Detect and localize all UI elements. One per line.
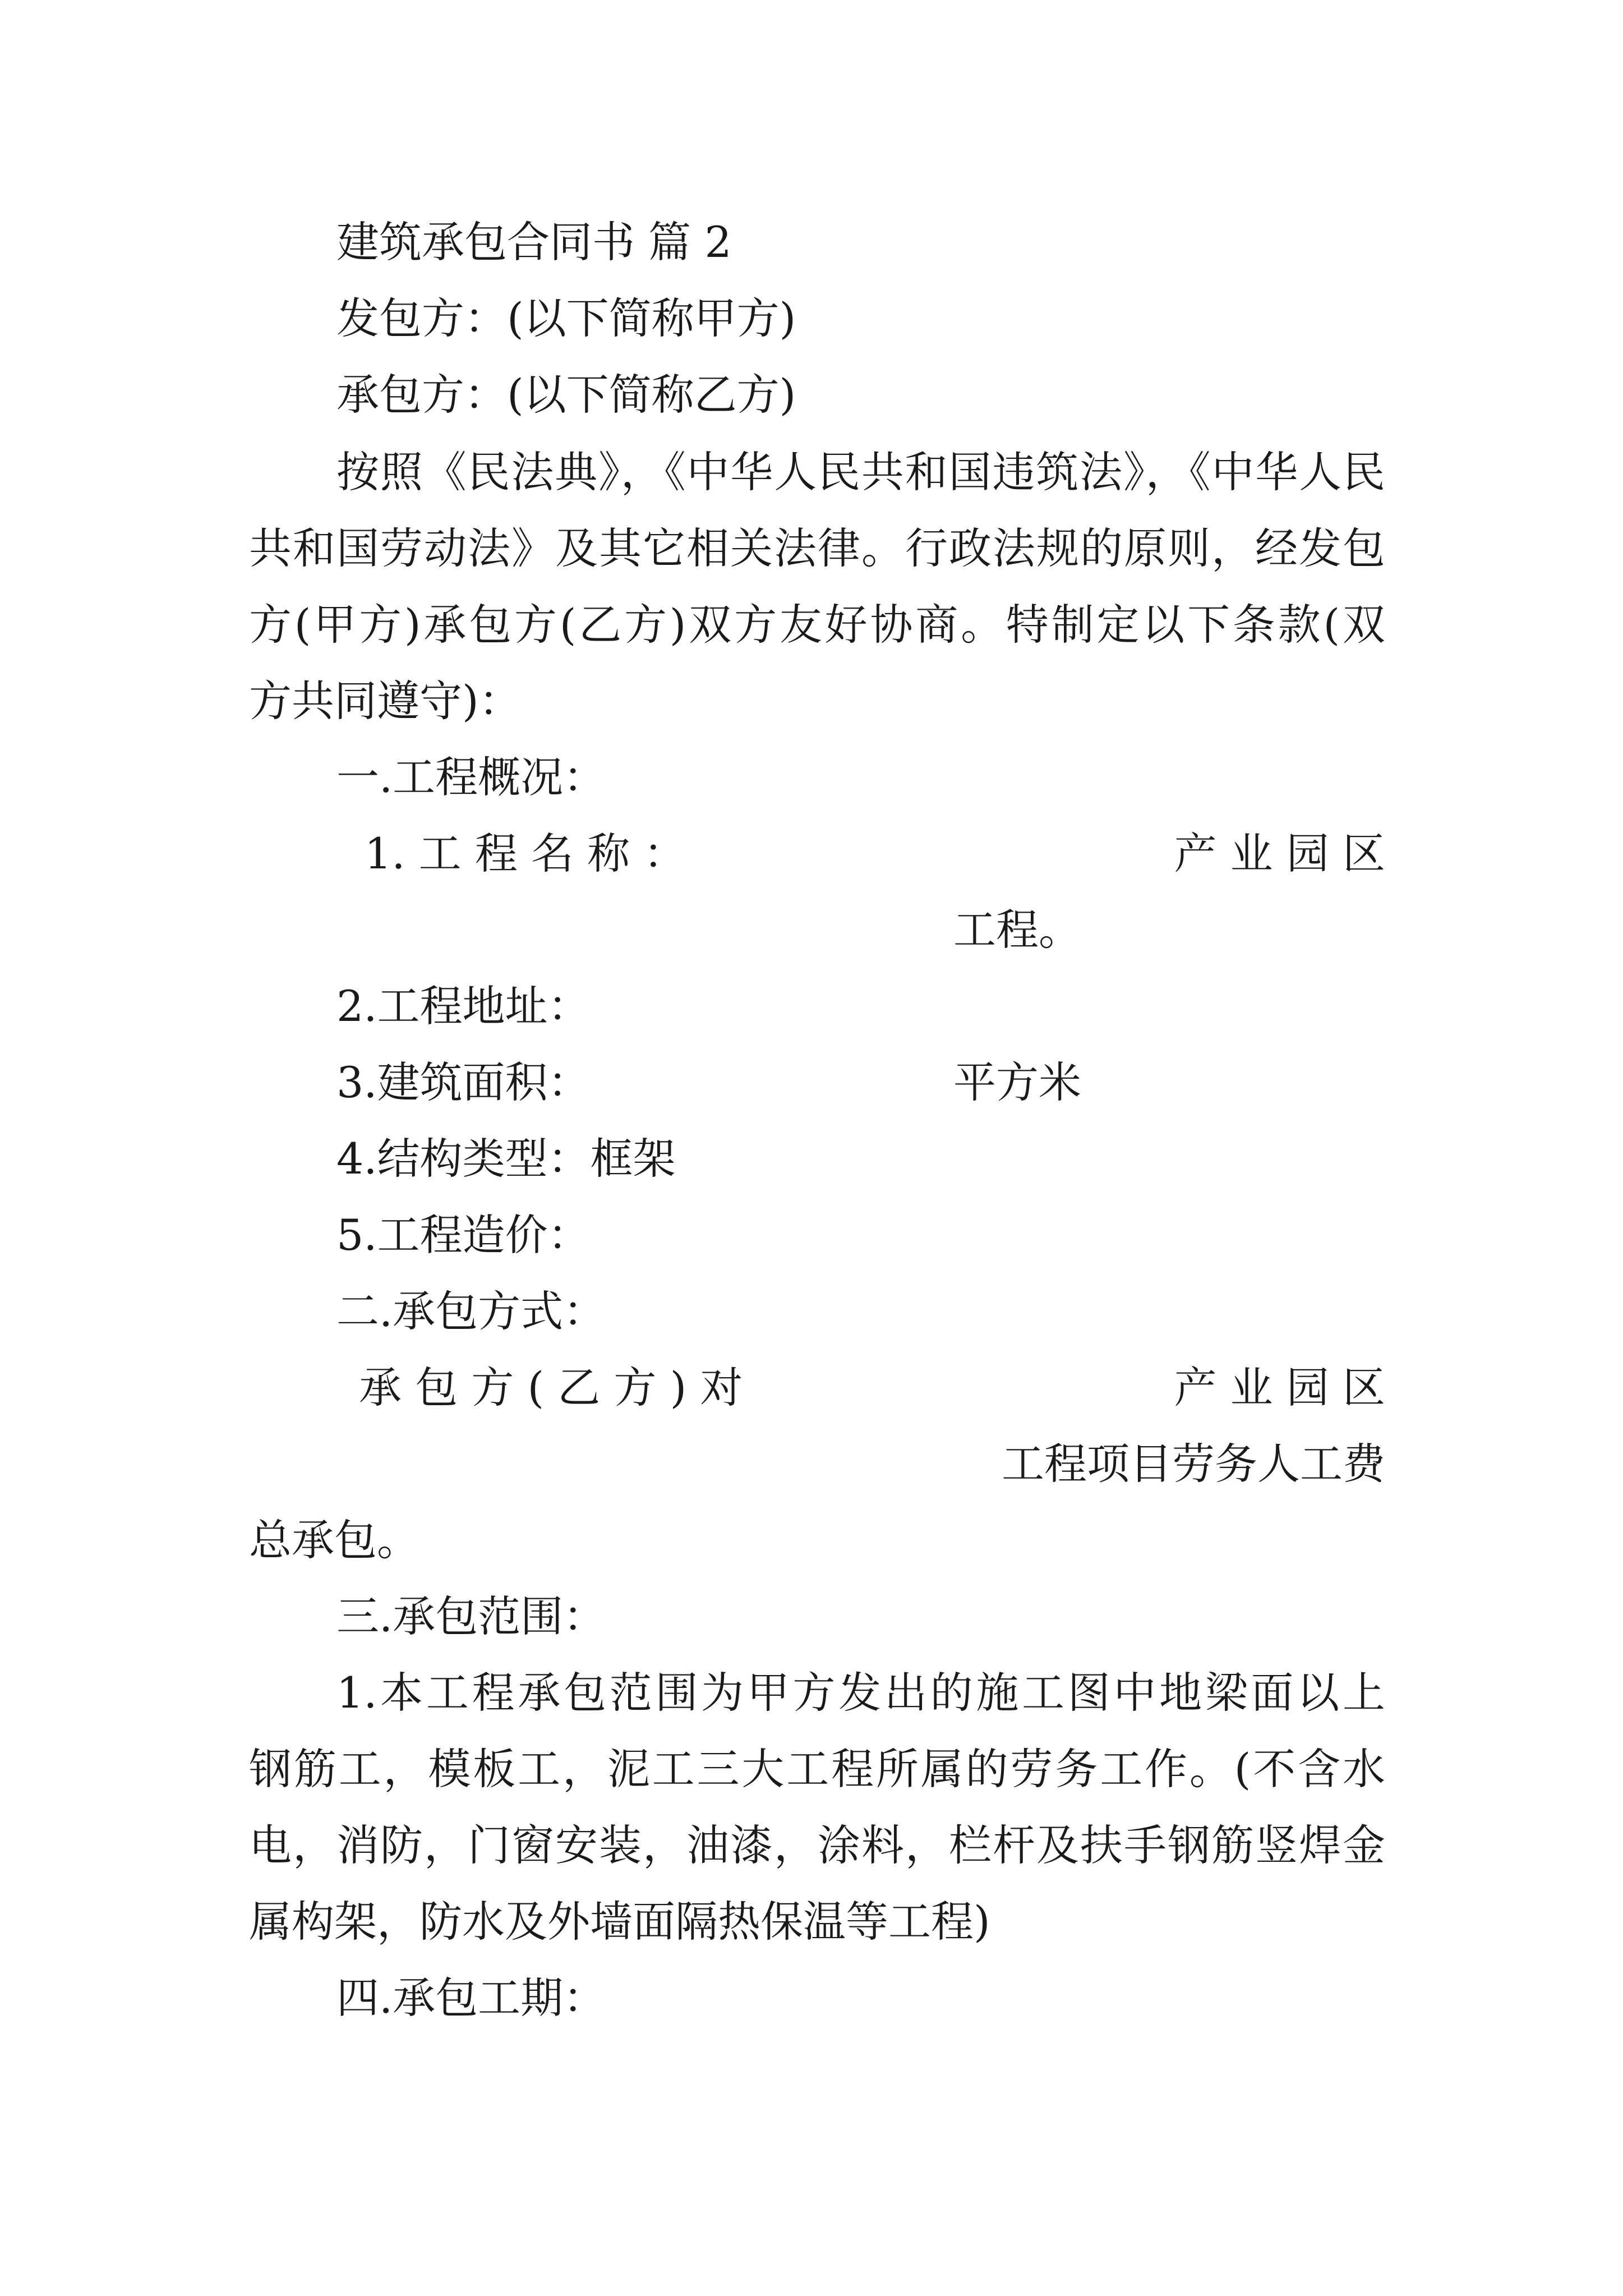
contract-mode-line-3: 总承包。 bbox=[249, 1515, 419, 1565]
section4-heading: 四.承包工期： bbox=[336, 1973, 606, 2023]
party-b-line: 承包方：(以下简称乙方) bbox=[336, 370, 796, 420]
building-area-label: 3.建筑面积： bbox=[336, 1057, 591, 1107]
preamble-line-4: 方共同遵守)： bbox=[249, 676, 522, 726]
scope-line-1: 1.本工程承包范围为甲方发出的施工图中地梁面以上 bbox=[336, 1668, 1385, 1718]
section1-heading: 一.工程概况： bbox=[336, 752, 606, 802]
section3-heading: 三.承包范围： bbox=[336, 1591, 606, 1641]
contract-mode-value: 产 业 园 区 bbox=[1174, 1363, 1385, 1412]
contract-mode-label: 承 包 方 ( 乙 方 ) 对 bbox=[359, 1363, 743, 1412]
preamble-line-3: 方(甲方)承包方(乙方)双方友好协商。特制定以下条款(双 bbox=[249, 600, 1385, 650]
scope-line-4: 属构架，防水及外墙面隔热保温等工程) bbox=[249, 1897, 990, 1947]
party-a-line: 发包方：(以下简称甲方) bbox=[336, 293, 796, 343]
scope-line-3: 电，消防，门窗安装，油漆，涂料，栏杆及扶手钢筋竖焊金 bbox=[249, 1820, 1385, 1870]
structure-type: 4.结构类型：框架 bbox=[336, 1134, 676, 1184]
preamble-line-1: 按照《民法典》，《中华人民共和国违筑法》，《中华人民 bbox=[336, 447, 1385, 497]
project-name-label: 1. 工 程 名 称 ： bbox=[365, 829, 686, 878]
preamble-line-2: 共和国劳动法》及其它相关法律。行政法规的原则，经发包 bbox=[249, 523, 1385, 573]
section2-heading: 二.承包方式： bbox=[336, 1286, 606, 1336]
contract-mode-line-2: 工程项目劳务人工费 bbox=[1002, 1439, 1385, 1489]
project-cost: 5.工程造价： bbox=[336, 1210, 591, 1260]
document-title: 建筑承包合同书 篇 2 bbox=[336, 217, 732, 267]
project-name-continuation: 工程。 bbox=[953, 905, 1081, 955]
building-area-unit: 平方米 bbox=[953, 1057, 1081, 1107]
project-name-value: 产 业 园 区 bbox=[1174, 829, 1385, 878]
scope-line-2: 钢筋工，模板工，泥工三大工程所属的劳务工作。(不含水 bbox=[249, 1744, 1385, 1794]
project-address: 2.工程地址： bbox=[336, 981, 591, 1031]
